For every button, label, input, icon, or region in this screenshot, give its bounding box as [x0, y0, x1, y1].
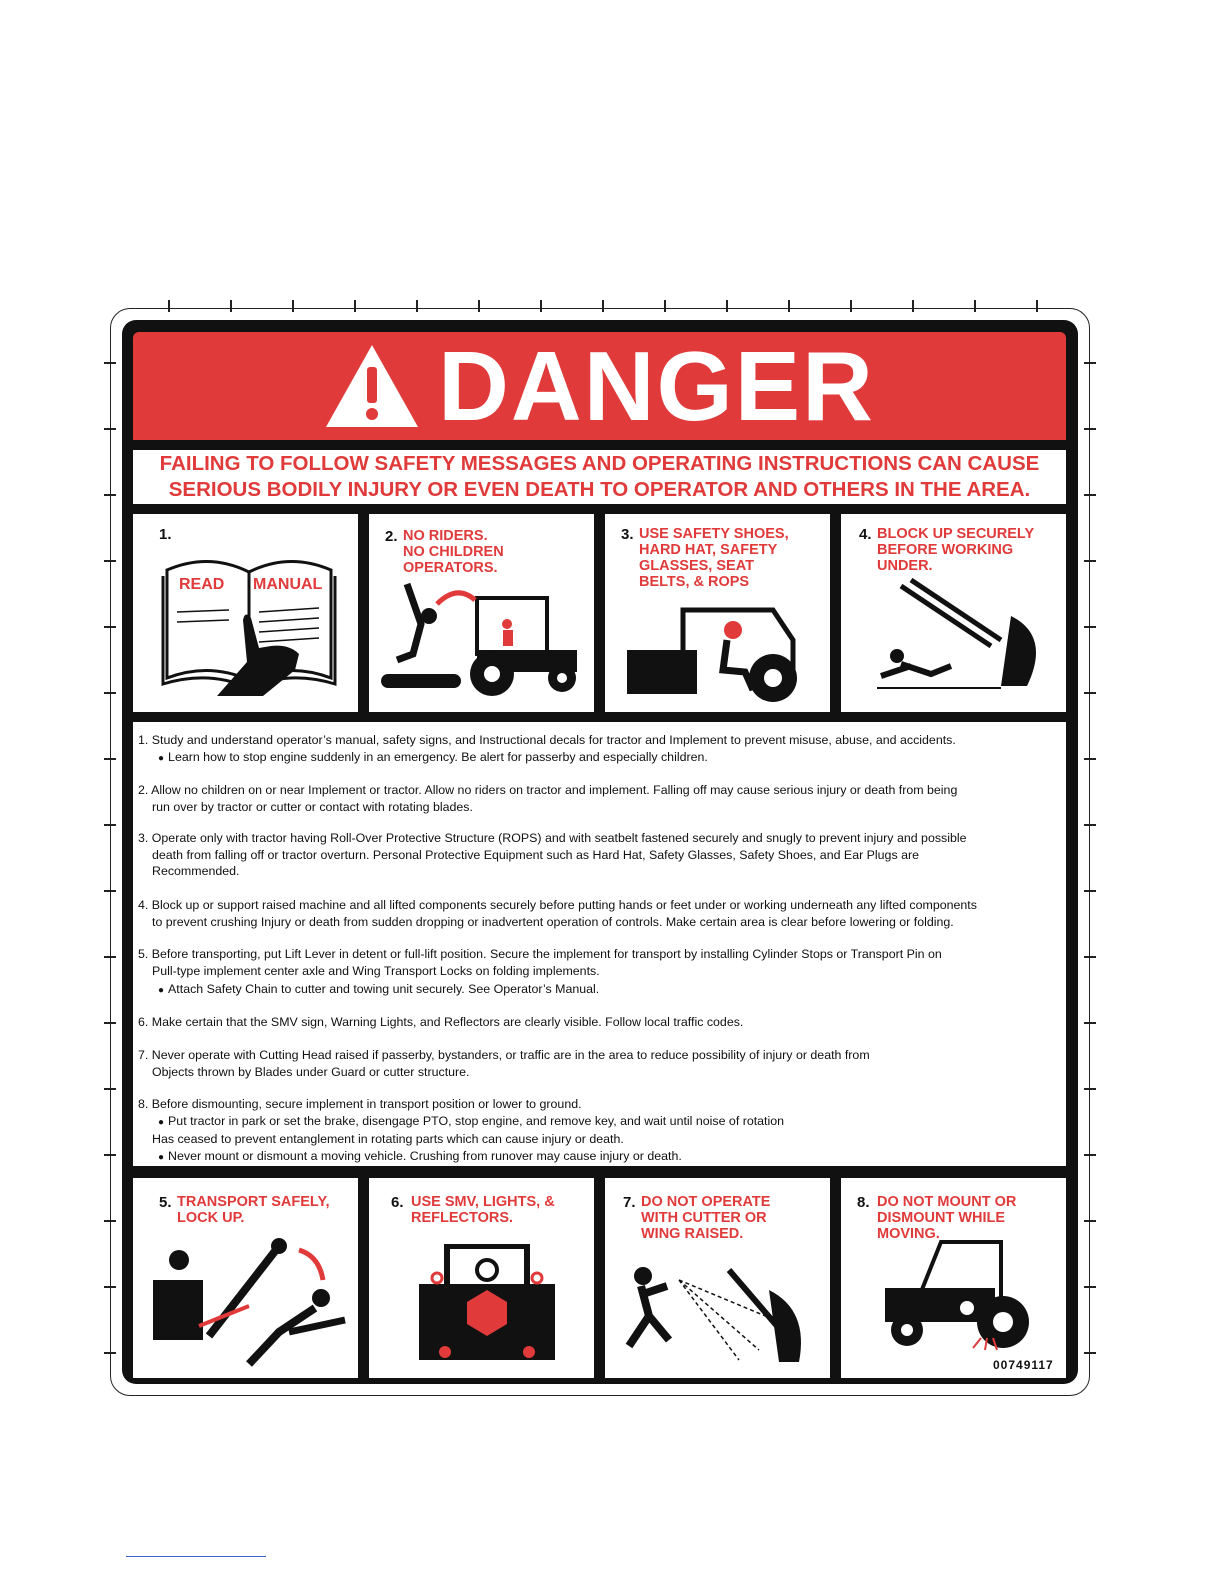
panel-number: 6.	[391, 1194, 404, 1211]
panel-safety-gear	[605, 514, 830, 712]
panel-number: 5.	[159, 1194, 172, 1211]
instruction-6: 6. Make certain that the SMV sign, Warning Lights, and Reflectors are clearly visible. Follow local traffic codes.	[138, 1015, 744, 1029]
panel-smv	[369, 1178, 594, 1378]
instruction-2: 2. Allow no children on or near Implement or tractor. Allow no riders on tractor and implement. Falling off may cause serious injury or death from being run over by tractor or cutter or contact with rotating blades.	[138, 783, 958, 814]
panel-read-manual	[133, 514, 358, 712]
panel-cutter-raised	[605, 1178, 830, 1378]
instruction-8: 8. Before dismounting, secure implement in transport position or lower to ground. ● Put tractor in park or set the brake, disengage PTO, stop engine, and remove key, and wait until noise of rotation Has ceased to prevent entanglement in rotating parts which can cause injury or death. ● Never mount or dismount a moving vehicle. Crushing from runover may cause injury or death.	[138, 1096, 1053, 1166]
panel-transport	[133, 1178, 358, 1378]
runover-tractor-icon	[881, 1238, 1041, 1358]
panel-title: NO RIDERS. NO CHILDREN OPERATORS.	[403, 528, 504, 576]
read-manual-icon	[159, 550, 339, 700]
instructions-text	[133, 722, 1066, 1166]
read-label: READ	[179, 576, 225, 593]
panel-title: BLOCK UP SECURELY BEFORE WORKING UNDER.	[877, 526, 1035, 574]
panel-number: 7.	[623, 1194, 636, 1211]
warning-line-1: FAILING TO FOLLOW SAFETY MESSAGES AND OPERATING INSTRUCTIONS CAN CAUSE	[159, 452, 1040, 475]
smv-tractor-rear-icon	[417, 1244, 557, 1364]
thrown-objects-icon	[619, 1250, 819, 1366]
part-number: 00749117	[993, 1358, 1054, 1372]
rops-operator-icon	[623, 600, 823, 704]
panel-number: 4.	[859, 526, 872, 543]
tractor-rider-icon	[377, 574, 587, 704]
panel-title: TRANSPORT SAFELY, LOCK UP.	[177, 1194, 330, 1226]
panel-title: DO NOT MOUNT OR DISMOUNT WHILE MOVING.	[877, 1194, 1017, 1242]
footer-link-underline	[126, 1556, 266, 1557]
panel-number: 1.	[159, 526, 172, 543]
panel-no-riders	[369, 514, 594, 712]
panel-title: USE SMV, LIGHTS, & REFLECTORS.	[411, 1194, 555, 1226]
panel-title: USE SAFETY SHOES, HARD HAT, SAFETY GLASSES, SEAT BELTS, & ROPS	[639, 526, 789, 590]
danger-title: DANGER	[438, 331, 875, 441]
warning-statement	[133, 450, 1066, 504]
warning-line-2: SERIOUS BODILY INJURY OR EVEN DEATH TO OPERATOR AND OTHERS IN THE AREA.	[168, 478, 1031, 501]
panel-title: DO NOT OPERATE WITH CUTTER OR WING RAISED.	[641, 1194, 771, 1242]
panel-number: 8.	[857, 1194, 870, 1211]
instruction-1: 1. Study and understand operator’s manual, safety signs, and Instructional decals for tractor and Implement to prevent misuse, abuse, and accidents. ● Learn how to stop engine suddenly in an emergency. Be alert for passerby and especially children.	[138, 732, 1053, 767]
panel-do-not-mount	[841, 1178, 1066, 1378]
transport-lock-icon	[149, 1236, 349, 1370]
warning-triangle-icon	[324, 343, 420, 429]
danger-banner	[133, 332, 1066, 440]
panel-block-up	[841, 514, 1066, 712]
instruction-4: 4. Block up or support raised machine and all lifted components securely before putting hands or feet under or working underneath any lifted components to prevent crushing Injury or death from sudden dropping or inadvertent operation of controls. Make certain area is clear before lowering or folding.	[138, 898, 977, 929]
instruction-3: 3. Operate only with tractor having Roll-Over Protective Structure (ROPS) and with seatbelt fastened securely and snugly to prevent injury and possible death from falling off or tractor overturn. Personal Protective Equipment such as Hard Hat, Safety Glasses, Safety Shoes, and Ear Plugs are Recommended.	[138, 831, 967, 878]
panel-number: 3.	[621, 526, 634, 543]
instruction-7: 7. Never operate with Cutting Head raised if passerby, bystanders, or traffic are in the area to reduce possibility of injury or death from Objects thrown by Blades under Guard or cutter structure.	[138, 1048, 870, 1079]
raised-machine-icon	[871, 576, 1051, 696]
instruction-5: 5. Before transporting, put Lift Lever in detent or full-lift position. Secure the implement for transport by installing Cylinder Stops or Transport Pin on Pull-type implement center axle and Wing Transport Locks on folding implements. ● Attach Safety Chain to cutter and towing unit securely. See Operator’s Manual.	[138, 946, 1053, 1000]
panel-number: 2.	[385, 528, 398, 545]
manual-label: MANUAL	[253, 576, 323, 593]
